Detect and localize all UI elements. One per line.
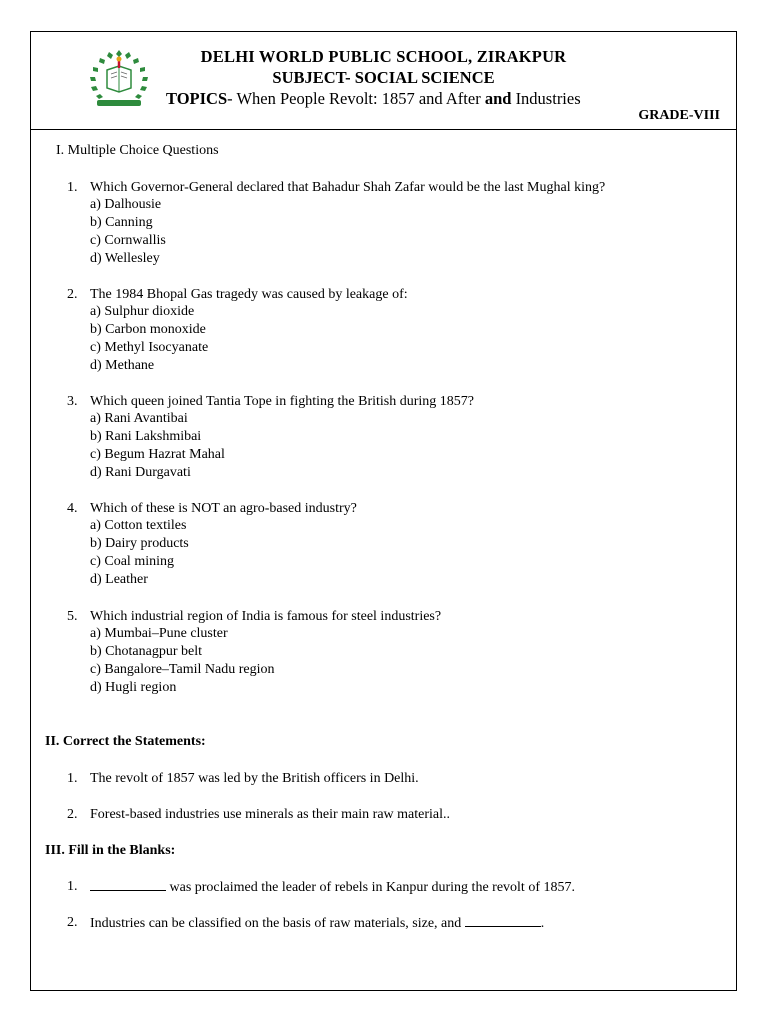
fill-text-after: was proclaimed the leader of rebels in Kanpur during the revolt of 1857.	[166, 880, 575, 895]
topics-and: and	[484, 89, 512, 108]
topics-text-1: - When People Revolt: 1857 and After	[227, 89, 485, 108]
blank-line	[465, 914, 541, 927]
option-item: c) Methyl Isocyanate	[90, 340, 209, 355]
question-number: 1.	[67, 180, 78, 195]
option-item: a) Dalhousie	[90, 197, 162, 212]
option-item: c) Bangalore–Tamil Nadu region	[90, 662, 275, 677]
topics-label: TOPICS	[166, 89, 228, 108]
blank-line	[90, 878, 166, 891]
option-item: c) Begum Hazrat Mahal	[90, 447, 225, 462]
option-item: a) Rani Avantibai	[90, 411, 188, 426]
option-item: a) Sulphur dioxide	[90, 304, 195, 319]
option-item: c) Coal mining	[90, 554, 174, 569]
topics-line	[166, 89, 581, 109]
grade-label: GRADE-VIII	[638, 108, 720, 123]
question-number: 5.	[67, 609, 78, 624]
question-text: Which Governor-General declared that Bahadur Shah Zafar would be the last Mughal king?	[90, 180, 606, 195]
option-item: a) Mumbai–Pune cluster	[90, 626, 228, 641]
option-item: d) Rani Durgavati	[90, 465, 191, 480]
question-number: 3.	[67, 394, 78, 409]
worksheet-frame	[30, 31, 737, 991]
fill-text	[90, 914, 544, 933]
statement-text: Forest-based industries use minerals as their main raw material..	[90, 807, 451, 822]
option-item: b) Rani Lakshmibai	[90, 429, 202, 444]
option-item: b) Carbon monoxide	[90, 322, 206, 337]
school-name: DELHI WORLD PUBLIC SCHOOL, ZIRAKPUR	[200, 47, 567, 66]
worksheet-header	[31, 32, 736, 130]
fill-number: 1.	[67, 879, 78, 894]
option-item: d) Hugli region	[90, 680, 177, 695]
option-item: b) Dairy products	[90, 536, 189, 551]
fill-text	[90, 878, 575, 897]
option-item: d) Leather	[90, 572, 148, 587]
question-text: The 1984 Bhopal Gas tragedy was caused by leakage of:	[90, 287, 408, 302]
option-item: b) Canning	[90, 215, 153, 230]
section-fill-title: III. Fill in the Blanks:	[45, 843, 176, 858]
statement-number: 1.	[67, 771, 78, 786]
topics-text-2: Industries	[511, 89, 581, 108]
option-item: d) Wellesley	[90, 251, 160, 266]
section-mcq-title: I. Multiple Choice Questions	[56, 143, 219, 158]
statement-number: 2.	[67, 807, 78, 822]
question-number: 2.	[67, 287, 78, 302]
question-number: 4.	[67, 501, 78, 516]
fill-text-before: Industries can be classified on the basis of raw materials, size, and	[90, 916, 465, 931]
statement-text: The revolt of 1857 was led by the British officers in Delhi.	[90, 771, 419, 786]
section-correct-title: II. Correct the Statements:	[45, 734, 206, 749]
option-item: d) Methane	[90, 358, 155, 373]
option-item: b) Chotanagpur belt	[90, 644, 202, 659]
question-text: Which of these is NOT an agro-based industry?	[90, 501, 357, 516]
option-item: a) Cotton textiles	[90, 518, 187, 533]
subject-title: SUBJECT- SOCIAL SCIENCE	[272, 68, 495, 87]
question-text: Which queen joined Tantia Tope in fighting the British during 1857?	[90, 394, 475, 409]
question-text: Which industrial region of India is famous for steel industries?	[90, 609, 442, 624]
fill-text-after: .	[540, 916, 545, 931]
fill-number: 2.	[67, 915, 78, 930]
option-item: c) Cornwallis	[90, 233, 166, 248]
